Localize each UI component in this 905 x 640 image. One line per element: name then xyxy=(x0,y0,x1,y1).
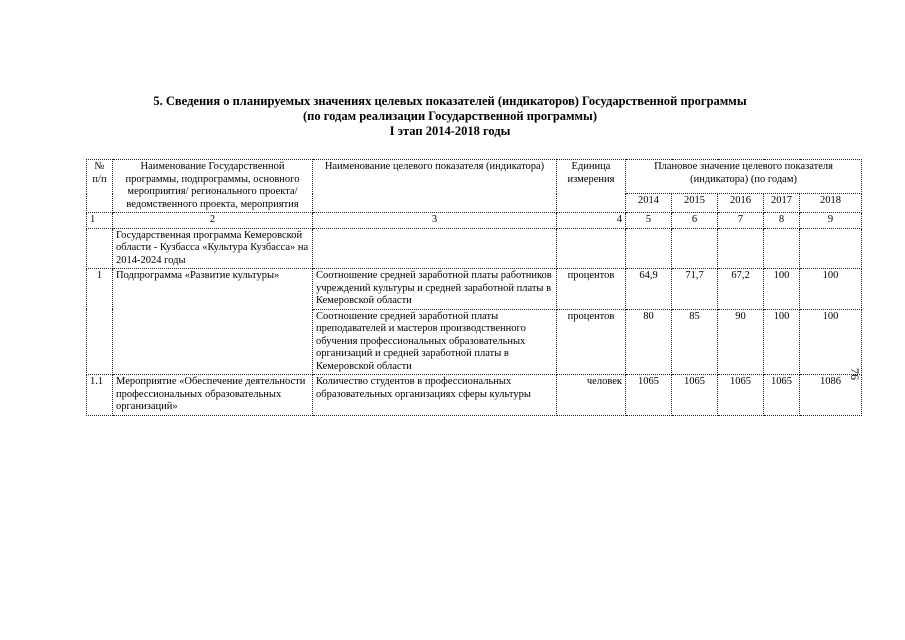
column-number: 4 xyxy=(557,213,626,229)
row-value xyxy=(626,228,672,269)
row-value: 90 xyxy=(718,309,764,375)
page-number: 76 xyxy=(848,368,862,380)
row-value: 1065 xyxy=(764,375,800,416)
header-name: Наименование Государственной программы, подпрограммы, основного мероприятия/ регионального проекта/ведомственного проекта, мероприятия xyxy=(113,160,313,213)
row-unit: процентов xyxy=(557,269,626,310)
column-number: 8 xyxy=(764,213,800,229)
row-value: 71,7 xyxy=(672,269,718,310)
row-indicator xyxy=(313,228,557,269)
row-indicator: Соотношение средней заработной платы работников учреждений культуры и средней заработной платы в Кемеровской области xyxy=(313,269,557,310)
row-value xyxy=(672,228,718,269)
header-num: № п/п xyxy=(87,160,113,213)
title-line-1: 5. Сведения о планируемых значениях целевых показателей (индикаторов) Государственной программы xyxy=(153,94,747,108)
column-number-row xyxy=(87,213,862,229)
header-row-1 xyxy=(87,160,862,194)
row-value: 64,9 xyxy=(626,269,672,310)
row-value: 1065 xyxy=(672,375,718,416)
column-number: 5 xyxy=(626,213,672,229)
column-number: 3 xyxy=(313,213,557,229)
row-value: 67,2 xyxy=(718,269,764,310)
row-name: Подпрограмма «Развитие культуры» xyxy=(113,269,313,375)
row-num: 1.1 xyxy=(87,375,113,416)
row-value: 100 xyxy=(800,309,862,375)
row-value: 80 xyxy=(626,309,672,375)
indicators-table xyxy=(86,159,862,416)
row-name: Мероприятие «Обеспечение деятельности профессиональных образовательных организаций» xyxy=(113,375,313,416)
row-unit: процентов xyxy=(557,309,626,375)
title-line-3: I этап 2014-2018 годы xyxy=(389,124,511,138)
row-value: 1065 xyxy=(626,375,672,416)
header-plan: Плановое значение целевого показателя (индикатора) (по годам) xyxy=(626,160,862,194)
table-row xyxy=(87,269,862,310)
row-value: 100 xyxy=(764,269,800,310)
column-number: 9 xyxy=(800,213,862,229)
header-indicator: Наименование целевого показателя (индикатора) xyxy=(313,160,557,213)
row-value: 85 xyxy=(672,309,718,375)
header-year: 2017 xyxy=(764,194,800,213)
table-row xyxy=(87,375,862,416)
row-value: 100 xyxy=(764,309,800,375)
column-number: 7 xyxy=(718,213,764,229)
row-value: 1086 xyxy=(800,375,862,416)
column-number: 1 xyxy=(87,213,113,229)
document-title xyxy=(95,94,805,139)
header-year: 2014 xyxy=(626,194,672,213)
row-num xyxy=(87,228,113,269)
column-number: 6 xyxy=(672,213,718,229)
row-value xyxy=(718,228,764,269)
row-unit xyxy=(557,228,626,269)
row-value xyxy=(800,228,862,269)
header-year: 2015 xyxy=(672,194,718,213)
row-value: 1065 xyxy=(718,375,764,416)
table-row xyxy=(87,228,862,269)
row-unit: человек xyxy=(557,375,626,416)
column-number: 2 xyxy=(113,213,313,229)
row-name: Государственная программа Кемеровской области - Кузбасса «Культура Кузбасса» на 2014-2024 годы xyxy=(113,228,313,269)
header-year: 2016 xyxy=(718,194,764,213)
row-num: 1 xyxy=(87,269,113,375)
header-unit: Единица измерения xyxy=(557,160,626,213)
row-indicator: Соотношение средней заработной платы преподавателей и мастеров производственного обучения профессиональных образовательных организаций и средней заработной платы в Кемеровской области xyxy=(313,309,557,375)
header-year: 2018 xyxy=(800,194,862,213)
row-value: 100 xyxy=(800,269,862,310)
row-value xyxy=(764,228,800,269)
row-indicator: Количество студентов в профессиональных образовательных организациях сферы культуры xyxy=(313,375,557,416)
title-line-2: (по годам реализации Государственной программы) xyxy=(303,109,597,123)
